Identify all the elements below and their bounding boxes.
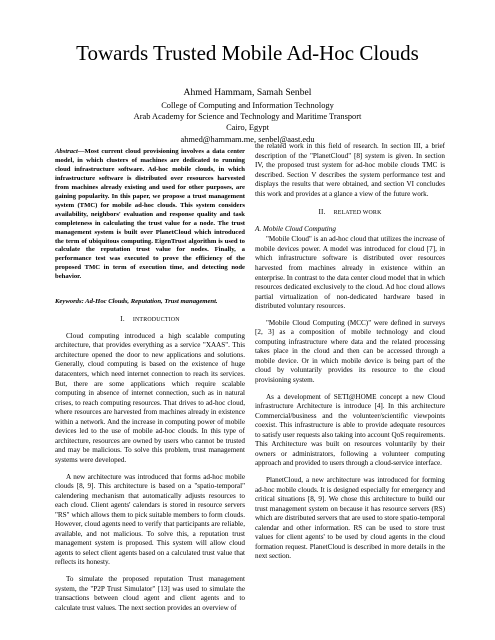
intro-paragraph-continued: the related work in this field of research. In section III, a brief description of the "PlanetCloud" [8] system is given. In section IV, the proposed trust system for ad-hoc mobile clouds TMC is described. Section V describes the system performance test and displays the results that were obtained, and section VI concludes this work and provides at a glance a view of the future work.	[255, 142, 445, 198]
related-paragraph-4: PlanetCloud, a new architecture was introduced for forming ad-hoc mobile clouds. It is designed especially for emergency and critical situations [8, 9]. We chose this architecture to build our trust management system on because it has resource servers (RS) which are distributed servers that are used to store spatio-temporal calendar and other information. RS can be used to store trust values for client agents' to be used by cloud agents in the cloud formation request. PlanetCloud is described in more details in the next section.	[255, 475, 445, 561]
left-column	[55, 148, 245, 620]
author-names: Ahmed Hammam, Samah Senbel	[183, 87, 312, 98]
author-emails: ahmed@hammam.me, senbel@aast.edu	[180, 134, 315, 144]
related-paragraph-3: As a development of SETI@HOME concept a new Cloud infrastructure Architecture is introduce [4]. In this architecture Commercial/business and the volunteer/scientific viewpoints coexist. This infrastructure is able to provide adequate resources to satisfy user requests also taking into account QoS requirements. This Architecture was built on resources voluntarily by their owners or administrators, following a volunteer computing approach and provided to users through a cloud-service interface.	[255, 392, 445, 468]
intro-paragraph-1: Cloud computing introduced a high scalable computing architecture, that provides everything as a service "XAAS". This architecture opened the door to new applications and solutions. Generally, cloud computing is based on the existence of huge datacenters, which need internet connection to reach its services. But, there are some applications which require scalable computing in absence of internet connection, such as in natural crises, to reach computing resources. That drives to ad-hoc cloud, where resources are harvested from machines already in existence within a network. And the increase in computing power of mobile devices led to the use of mobile ad-hoc clouds. In this type of architecture, resources are owned by users who cannot be trusted and may be malicious. To solve this problem, trust management systems were developed.	[55, 331, 245, 464]
section-heading-introduction	[55, 315, 245, 326]
paper-title: Towards Trusted Mobile Ad-Hoc Clouds	[76, 41, 419, 65]
abstract-label: Abstract	[55, 148, 78, 155]
section-title: RELATED WORK	[333, 210, 382, 217]
author-block	[0, 86, 495, 145]
section-numeral: II.	[318, 208, 326, 217]
abstract	[55, 148, 245, 282]
affiliation-academy: Arab Academy for Science and Technology and Maritime Transport	[133, 112, 362, 122]
subsection-heading-mobile-cloud: A. Mobile Cloud Computing	[255, 224, 336, 233]
keywords: Keywords: Ad-Hoc Clouds, Reputation, Trust management.	[55, 298, 218, 306]
intro-paragraph-2: A new architecture was introduced that forms ad-hoc mobile clouds [8, 9]. This architecture is based on a "spatio-temporal" calendering mechanism that automatically adjusts resources to each cloud. Client agents' calendars is stored in resource servers "RS" which allows them to pick suitable members to form clouds. However, cloud agents need to verify that participants are reliable, available, and not malicious. To solve this, a reputation trust management system is proposed. This system will allow cloud agents to select client agents based on a calculated trust value that reflects its honesty.	[55, 472, 245, 567]
intro-paragraph-3: To simulate the proposed reputation Trust management system, the "P2P Trust Simulator" [13] was used to simulate the transactions between cloud agent and client agents and to calculate trust values. The next section provides an overview of	[55, 574, 245, 612]
section-heading-related-work	[255, 208, 445, 219]
related-paragraph-1: "Mobile Cloud" is an ad-hoc cloud that utilizes the increase of mobile devices power. A model was introduced for cloud [7], in which infrastructure software is distributed over resources harvested from machines already in existence within an enterprise. In contrast to the data center cloud model that in which resources dedicated exclusively to the cloud. Ad hoc cloud allows partial virtualization of non-dedicated hardware based in distributed voluntary resources.	[255, 235, 445, 311]
right-column	[255, 142, 445, 569]
affiliation-college: College of Computing and Information Technology	[161, 101, 334, 110]
abstract-text: —Most current cloud provisioning involves a data center model, in which clusters of machines are dedicated to running cloud infrastructure software. Ad-hoc mobile clouds, in which infrastructure software is distributed over resources harvested from machines already existing and used for other purposes, are gaining popularity. In this paper, we propose a trust management system (TMC) for mobile ad-hoc clouds. This system considers availability, neighbors' evaluation and response quality and task completeness in calculating the trust value for a node. The trust management system is built over PlanetCloud which introduced the term of ubiquitous computing. EigenTrust algorithm is used to calculate the reputation trust value for nodes. Finally, a performance test was executed to prove the efficiency of the proposed TMC in term of execution time, and detecting node behavior.	[55, 148, 245, 281]
section-numeral: I.	[120, 315, 125, 324]
affiliation-location: Cairo, Egypt	[226, 123, 269, 133]
related-paragraph-2: "Mobile Cloud Computing (MCC)" were defined in surveys [2, 3] as a composition of mobile technology and cloud computing infrastructure where data and the related processing takes place in the cloud and then can be accessed through a mobile device. Or in which mobile device is being part of the cloud by voluntarily provides its resource to the cloud provisioning system.	[255, 318, 445, 385]
section-title: INTRODUCTION	[132, 317, 180, 324]
